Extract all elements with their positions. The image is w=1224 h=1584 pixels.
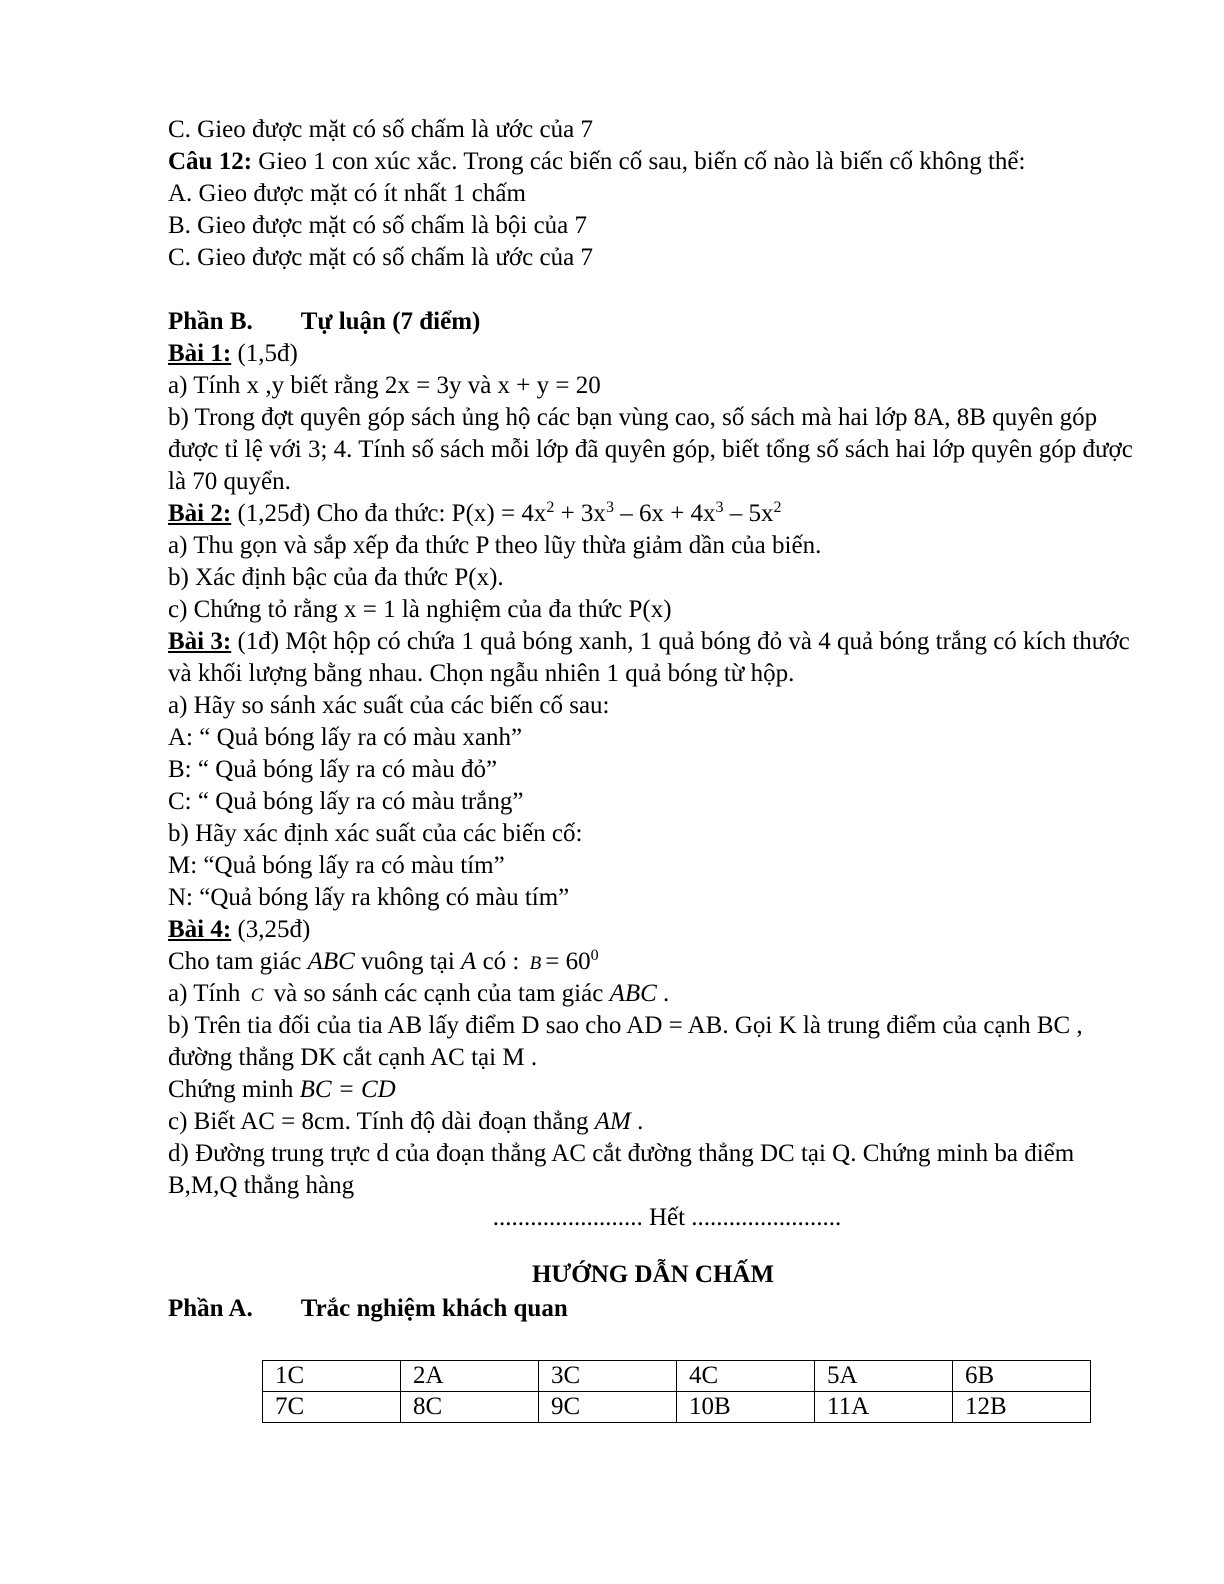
- bai1-heading: [168, 338, 1138, 370]
- answer-row: [263, 1392, 1091, 1423]
- answer-table: [262, 1360, 1091, 1423]
- bai2-a: a) Thu gọn và sắp xếp đa thức P theo lũy thừa giảm dần của biến.: [168, 532, 822, 559]
- bai3-heading: [168, 626, 1138, 690]
- q12-question: [168, 146, 1138, 178]
- q12-label: Câu 12:: [168, 148, 253, 175]
- bai4-given-text-2: vuông tại: [354, 948, 462, 975]
- bai3-event-m: M: “Quả bóng lấy ra có màu tím”: [168, 852, 505, 879]
- bai1-label: Bài 1:: [168, 340, 232, 367]
- bai4-a-text: a) Tính: [168, 980, 247, 1007]
- angle-c: C: [250, 985, 264, 1006]
- bai4-b: b) Trên tia đối của tia AB lấy điểm D sao cho AD = AB. Gọi K là trung điểm của cạnh BC , đường thẳng DK cắt cạnh AC tại M .: [168, 1012, 1083, 1071]
- q12-text: Gieo 1 con xúc xắc. Trong các biến cố sau, biến cố nào là biến cố không thể:: [252, 148, 1026, 175]
- vertex-a: A: [461, 948, 477, 975]
- part-a-label: Phần A.: [168, 1295, 253, 1322]
- bai3-label: Bài 3:: [168, 628, 232, 655]
- answer-cell: 3C: [539, 1361, 677, 1392]
- bai3-b: b) Hãy xác định xác suất của các biến cố:: [168, 820, 583, 847]
- answer-cell: 6B: [953, 1361, 1091, 1392]
- answer-cell: 8C: [401, 1392, 539, 1423]
- bai4-b-prove-text: Chứng minh: [168, 1076, 300, 1103]
- answer-cell: 1C: [263, 1361, 401, 1392]
- bai3-event-c: C: “ Quả bóng lấy ra có màu trắng”: [168, 788, 524, 815]
- bai2-intro: (1,25đ) Cho đa thức: P(x) = 4x: [231, 500, 547, 527]
- bai4-d: d) Đường trung trực d của đoạn thẳng AC cắt đường thẳng DC tại Q. Chứng minh ba điểm B,M,Q thẳng hàng: [168, 1140, 1075, 1199]
- exam-page: [168, 114, 1138, 1326]
- part-b-heading: [168, 306, 1138, 338]
- q12-option-b: B. Gieo được mặt có số chấm là bội của 7: [168, 212, 588, 239]
- end-marker: ........................ Hết ........................: [492, 1204, 842, 1231]
- bai2-b: b) Xác định bậc của đa thức P(x).: [168, 564, 504, 591]
- answer-cell: 4C: [677, 1361, 815, 1392]
- bai4-given: Cho tam giác ABC vuông tại A có : $B = 60^0$: [168, 947, 599, 975]
- part-a-heading: [168, 1292, 1138, 1326]
- part-a-title: Trắc nghiệm khách quan: [300, 1295, 568, 1322]
- bai3-event-a: A: “ Quả bóng lấy ra có màu xanh”: [168, 724, 523, 751]
- bai1-a: a) Tính x ,y biết rằng 2x = 3y và x + y = 20: [168, 372, 601, 399]
- answer-cell: 11A: [815, 1392, 953, 1423]
- bai3-event-b: B: “ Quả bóng lấy ra có màu đỏ”: [168, 756, 498, 783]
- answer-cell: 7C: [263, 1392, 401, 1423]
- guide-title: HƯỚNG DẪN CHẤM: [531, 1261, 775, 1288]
- bai2-label: Bài 2:: [168, 500, 232, 527]
- part-b-title: Tự luận (7 điểm): [300, 308, 481, 335]
- bai4-c-text: c) Biết AC = 8cm. Tính độ dài đoạn thẳng: [168, 1108, 595, 1135]
- bai3-event-n: N: “Quả bóng lấy ra không có màu tím”: [168, 884, 570, 911]
- answer-cell: 9C: [539, 1392, 677, 1423]
- angle-b: B: [529, 953, 542, 974]
- bai4-points: (3,25đ): [231, 916, 311, 943]
- triangle-name: ABC: [307, 948, 355, 975]
- bai2-heading: Bài 2: (1,25đ) Cho đa thức: $P(x) = 4x^2 + 3x^3 - 6x + 4x^3 - 5x^2$: [168, 499, 782, 527]
- bai4-a-text-2: và so sánh các cạnh của tam giác: [267, 980, 610, 1007]
- segment-am: AM: [594, 1108, 631, 1135]
- part-b-label: Phần B.: [168, 308, 253, 335]
- angle-b-value: = 60: [545, 948, 591, 975]
- bai1-b: b) Trong đợt quyên góp sách ủng hộ các bạn vùng cao, số sách mà hai lớp 8A, 8B quyên góp được tỉ lệ với 3; 4. Tính số sách mỗi lớp đã quyên góp, biết tổng số sách hai lớp quyên góp được là 70 quyển.: [168, 404, 1133, 495]
- q11-option-c: C. Gieo được mặt có số chấm là ước của 7: [168, 116, 593, 143]
- bai4-heading: [168, 914, 1138, 946]
- answer-cell: 12B: [953, 1392, 1091, 1423]
- bai4-c: [168, 1106, 1138, 1138]
- bai4-b-prove: [168, 1074, 1138, 1106]
- answer-cell: 5A: [815, 1361, 953, 1392]
- bai4-given-text-3: có :: [476, 948, 526, 975]
- bai2-c: c) Chứng tỏ rằng x = 1 là nghiệm của đa thức P(x): [168, 596, 672, 623]
- bai1-points: (1,5đ): [231, 340, 298, 367]
- bai4-b-prove-eq: BC = CD: [299, 1076, 396, 1103]
- answer-row: [263, 1361, 1091, 1392]
- bai4-a: [168, 978, 1138, 1010]
- q12-option-a: A. Gieo được mặt có ít nhất 1 chấm: [168, 180, 526, 207]
- bai3-intro: (1đ) Một hộp có chứa 1 quả bóng xanh, 1 quả bóng đỏ và 4 quả bóng trắng có kích thước và khối lượng bằng nhau. Chọn ngẫu nhiên 1 quả bóng từ hộp.: [168, 628, 1130, 687]
- bai4-label: Bài 4:: [168, 916, 232, 943]
- bai3-a: a) Hãy so sánh xác suất của các biến cố sau:: [168, 692, 610, 719]
- bai4-a-end: .: [656, 980, 670, 1007]
- bai4-c-end: .: [630, 1108, 644, 1135]
- answer-cell: 10B: [677, 1392, 815, 1423]
- answer-cell: 2A: [401, 1361, 539, 1392]
- triangle-name-2: ABC: [609, 980, 657, 1007]
- bai4-given-text: Cho tam giác: [168, 948, 308, 975]
- q12-option-c: C. Gieo được mặt có số chấm là ước của 7: [168, 244, 593, 271]
